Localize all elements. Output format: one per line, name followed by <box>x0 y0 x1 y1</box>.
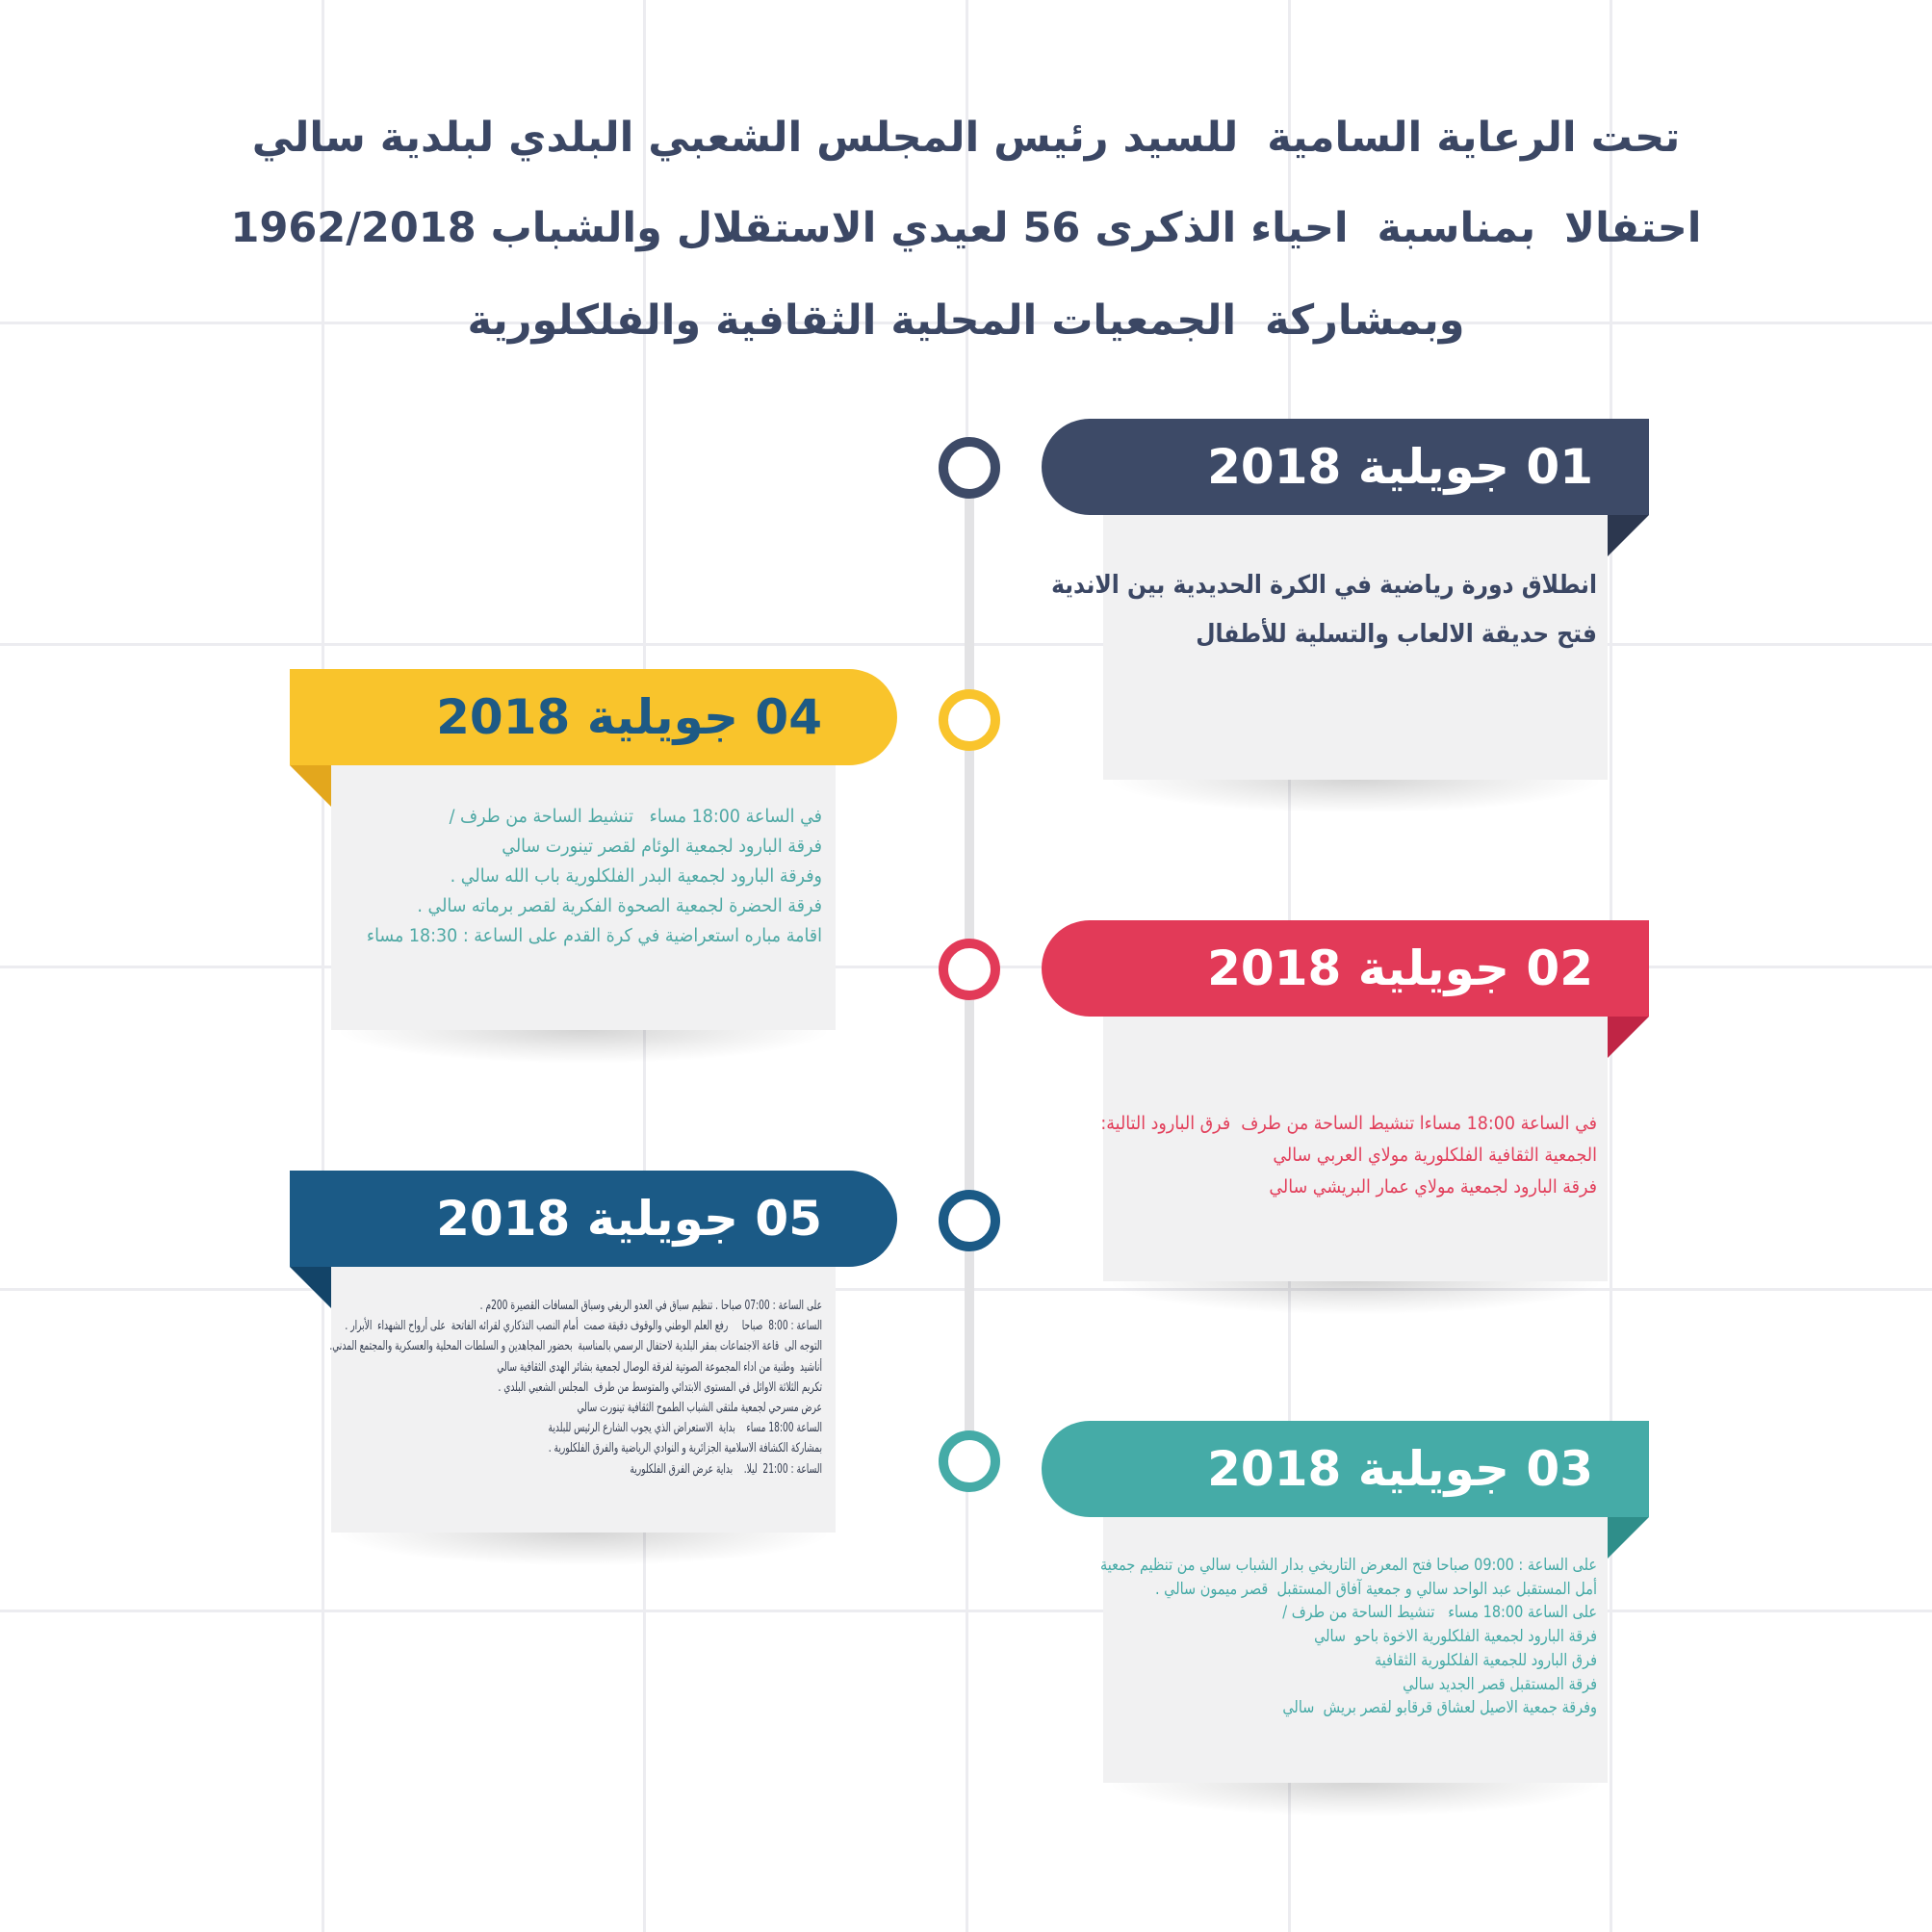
event-01-line: فتح حديقة الالعاب والتسلية للأطفال <box>1196 620 1597 649</box>
event-02-line: في الساعة 18:00 مساءا تنشيط الساحة من طرف فرق البارود التالية: <box>1100 1113 1597 1134</box>
event-01-ribbon-fold <box>1608 515 1649 556</box>
event-05-line: تكريم الثلاثة الاوائل في المستوى الابتدائي والمتوسط من طرف المجلس الشعبي البلدي . <box>498 1379 822 1395</box>
event-05-ribbon <box>290 1171 897 1267</box>
event-05-line: الساعة : 8:00 صباحا رفع العلم الوطني والوقوف دقيقة صمت أمام النصب التذكاري لقرائه الفاتحة على أرواح الشهداء الأبرار . <box>345 1319 822 1334</box>
card-shadow <box>341 1533 826 1565</box>
event-02-text <box>1100 1108 1597 1203</box>
event-03-line: على الساعة 18:00 مساء تنشيط الساحة من طرف / <box>1282 1603 1597 1623</box>
card-shadow <box>1113 1281 1598 1314</box>
event-02-date-label: 02 جويلية 2018 <box>1207 940 1593 996</box>
event-03-line: أمل المستقبل عبد الواحد سالي و جمعية آفاق المستقبل قصر ميمون سالي . <box>1155 1579 1597 1599</box>
event-03-ribbon <box>1042 1421 1649 1517</box>
timeline-marker-04 <box>939 689 1000 751</box>
event-02-card <box>1100 1017 1608 1281</box>
event-05-line: التوجه الى قاعة الاجتماعات بمقر البلدية لاحتفال الرسمي بالمناسبة بحضور المجاهدين و السلطات المحلية والعسكرية والمجتمع المدني. <box>329 1339 822 1354</box>
card-shadow <box>341 1030 826 1063</box>
event-05-line: على الساعة : 07:00 صباحا . تنظيم سباق في العدو الريفي وسباق المسافات القصيرة 200م . <box>479 1299 822 1313</box>
event-04-line: فرقة البارود لجمعية الوئام لقصر تينورت سالي <box>502 836 822 857</box>
event-03-card <box>1099 1517 1608 1783</box>
event-05-date-label: 05 جويلية 2018 <box>436 1191 822 1247</box>
event-05-line: بمشاركة الكشافة الاسلامية الجزائرية و النوادي الرياضية والفرق الفلكلورية . <box>548 1441 822 1456</box>
header-line-2: احتفالا بمناسبة احياء الذكرى 56 لعيدي الاستقلال والشباب 1962/2018 <box>230 204 1702 252</box>
event-04-card <box>331 765 836 1030</box>
card-shadow <box>1113 1783 1598 1816</box>
event-03-line: فرقة المستقبل قصر الجديد سالي <box>1403 1674 1597 1694</box>
event-03-line: فرق البارود للجمعية الفلكلورية الثقافية <box>1375 1650 1597 1670</box>
event-02-ribbon-fold <box>1608 1017 1649 1058</box>
card-shadow <box>1113 780 1598 812</box>
event-05-line: الساعة 18:00 مساء بداية الاستعراض الذي يجوب الشارع الرئيس للبلدية <box>548 1421 822 1436</box>
event-03-line: فرقة البارود لجمعية الفلكلورية الاخوة باحو سالي <box>1314 1627 1597 1647</box>
timeline-marker-05 <box>939 1190 1000 1251</box>
event-01-date-label: 01 جويلية 2018 <box>1207 439 1593 495</box>
event-04-line: في الساعة 18:00 مساء تنشيط الساحة من طرف / <box>449 806 822 827</box>
event-02-line: الجمعية الثقافية الفلكلورية مولاي العربي سالي <box>1273 1145 1597 1166</box>
event-04-line: اقامة مباره استعراضية في كرة القدم على الساعة : 18:30 مساء <box>366 925 822 946</box>
event-03-date-label: 03 جويلية 2018 <box>1207 1441 1593 1497</box>
event-05-line: أناشيد وطنية من اداء المجموعة الصوتية لفرقة الوصال لجمعية بشائر الهدى الثقافية سالي <box>497 1359 822 1375</box>
event-02-ribbon <box>1042 920 1649 1017</box>
event-03-text <box>1099 1554 1597 1720</box>
timeline-marker-02 <box>939 939 1000 1000</box>
event-05-line: الساعة : 21:00 ليلا. بداية عرض الفرق الفلكلورية <box>630 1461 822 1477</box>
event-04-text <box>366 802 822 951</box>
event-02-line: فرقة البارود لجمعية مولاي عمار البريشي سالي <box>1269 1176 1597 1198</box>
event-04-ribbon-fold <box>290 765 331 807</box>
grid-line <box>0 1610 1932 1612</box>
event-04-ribbon <box>290 669 897 765</box>
event-01-ribbon <box>1042 419 1649 515</box>
header-line-1: تحت الرعاية السامية للسيد رئيس المجلس الشعبي البلدي لبلدية سالي <box>251 114 1681 162</box>
timeline-marker-01 <box>939 437 1000 499</box>
event-04-line: فرقة الحضرة لجمعية الصحوة الفكرية لقصر برماته سالي . <box>417 895 822 916</box>
event-05-line: عرض مسرحي لجمعية ملتقى الشباب الطموح الثقافية تينورت سالي <box>577 1401 822 1416</box>
event-01-line: انطلاق دورة رياضية في الكرة الحديدية بين الاندية <box>1051 571 1597 600</box>
event-01-card <box>1051 515 1608 780</box>
event-04-date-label: 04 جويلية 2018 <box>436 689 822 745</box>
event-03-ribbon-fold <box>1608 1517 1649 1558</box>
header-line-3: وبمشاركة الجمعيات المحلية الثقافية والفلكلورية <box>467 296 1465 345</box>
event-04-line: وفرقة البارود لجمعية البدر الفلكلورية باب الله سالي . <box>450 865 822 887</box>
event-03-line: على الساعة : 09:00 صباحا فتح المعرض التاريخي بدار الشباب سالي من تنظيم جمعية <box>1099 1556 1597 1575</box>
event-05-text <box>329 1296 822 1480</box>
event-03-line: وفرقة جمعية الاصيل لعشاق قرقابو لقصر بريش سالي <box>1282 1698 1597 1718</box>
event-01-text <box>1051 561 1597 659</box>
event-05-card <box>331 1267 836 1533</box>
timeline-marker-03 <box>939 1430 1000 1492</box>
